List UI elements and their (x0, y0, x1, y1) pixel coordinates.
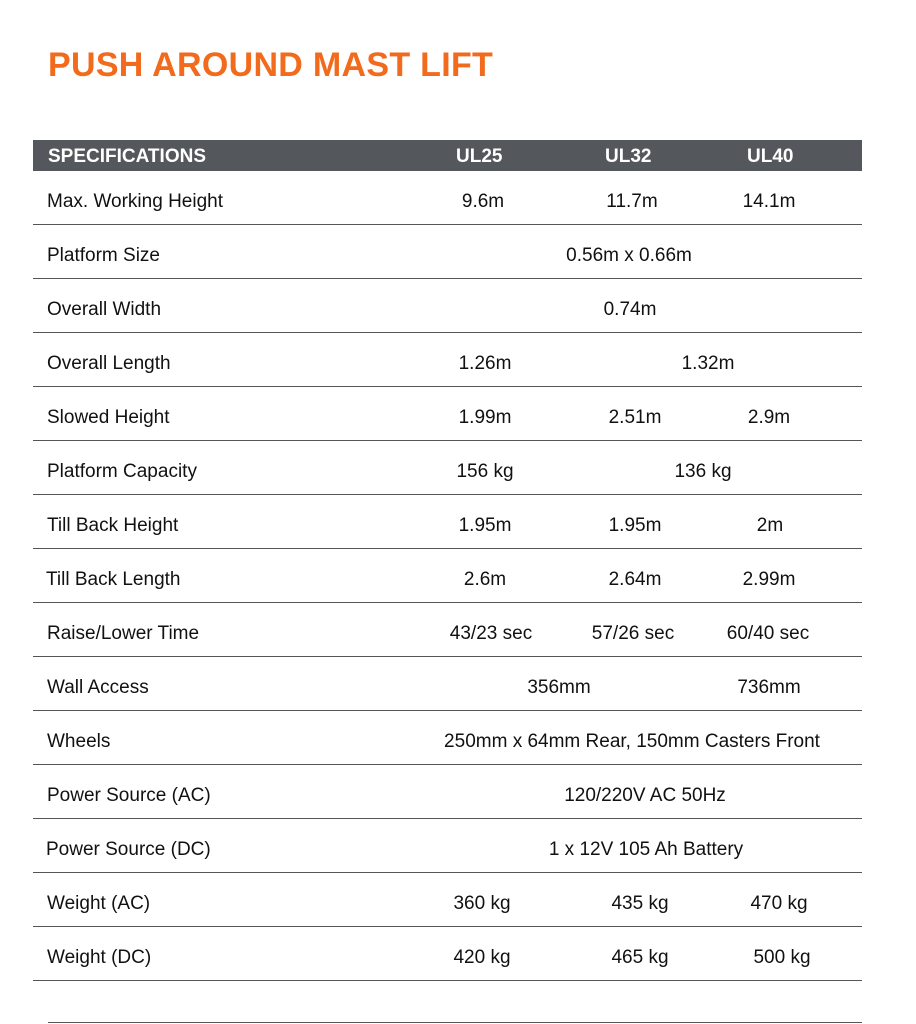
cell-ul25: 9.6m (461, 191, 505, 212)
row-label: Weight (DC) (47, 947, 152, 968)
cell-ul25: 1.26m (458, 353, 512, 374)
row-label: Power Source (AC) (47, 785, 211, 806)
cell-ul25: 2.6m (463, 569, 507, 590)
cell-ul32: 2.64m (608, 569, 662, 590)
cell-ul32: 57/26 sec (591, 623, 675, 644)
specifications-table (33, 140, 862, 981)
row-label: Weight (AC) (47, 893, 151, 914)
cell-ul25: 156 kg (456, 461, 514, 482)
table-row (33, 711, 862, 765)
cell-all: 0.56m x 0.66m (566, 245, 692, 266)
row-label: Till Back Height (47, 515, 179, 536)
table-row (33, 171, 862, 225)
cell-all: 1 x 12V 105 Ah Battery (548, 839, 744, 860)
header-specifications: SPECIFICATIONS (48, 146, 206, 167)
table-row (33, 819, 862, 873)
cell-ul32: 2.51m (608, 407, 662, 428)
row-label: Wheels (47, 731, 111, 752)
row-label: Wall Access (47, 677, 149, 698)
cell-ul40: 2.99m (742, 569, 796, 590)
header-ul32: UL32 (605, 146, 652, 167)
cell-ul25: 1.95m (458, 515, 512, 536)
table-row (33, 657, 862, 711)
cell-ul40: 60/40 sec (726, 623, 810, 644)
cell-ul32: 11.7m (606, 191, 658, 212)
cell-ul25: 43/23 sec (449, 623, 533, 644)
bottom-divider (48, 1022, 862, 1023)
cell-ul32: 435 kg (611, 893, 669, 914)
table-row (33, 603, 862, 657)
row-label: Overall Width (47, 299, 162, 320)
cell-ul25-ul32: 356mm (527, 677, 591, 698)
cell-ul25: 420 kg (453, 947, 511, 968)
row-label: Raise/Lower Time (47, 623, 200, 644)
table-row (33, 333, 862, 387)
cell-ul40: 2m (756, 515, 784, 536)
cell-ul32: 465 kg (611, 947, 669, 968)
page-title: PUSH AROUND MAST LIFT (48, 46, 494, 84)
cell-ul32: 1.95m (608, 515, 662, 536)
cell-ul40: 500 kg (753, 947, 811, 968)
row-label: Max. Working Height (47, 191, 223, 212)
table-row (33, 873, 862, 927)
header-ul40: UL40 (747, 146, 794, 167)
row-label: Overall Length (47, 353, 171, 374)
cell-ul40: 736mm (737, 677, 801, 698)
cell-all: 0.74m (603, 299, 657, 320)
cell-ul32-ul40: 1.32m (681, 353, 735, 374)
cell-all: 250mm x 64mm Rear, 150mm Casters Front (444, 731, 820, 752)
table-row (33, 927, 862, 981)
row-label: Slowed Height (47, 407, 170, 428)
cell-ul25: 1.99m (458, 407, 512, 428)
row-label: Till Back Length (46, 569, 181, 590)
cell-ul25: 360 kg (453, 893, 511, 914)
table-row (33, 279, 862, 333)
cell-ul32-ul40: 136 kg (674, 461, 732, 482)
row-label: Platform Size (47, 245, 160, 266)
cell-all: 120/220V AC 50Hz (564, 785, 726, 806)
table-header (33, 140, 862, 171)
row-label: Power Source (DC) (46, 839, 211, 860)
row-label: Platform Capacity (47, 461, 197, 482)
table-row (33, 765, 862, 819)
table-row (33, 549, 862, 603)
table-row (33, 225, 862, 279)
cell-ul40: 470 kg (750, 893, 808, 914)
cell-ul40: 14.1m (742, 191, 796, 212)
header-ul25: UL25 (456, 146, 503, 167)
table-row (33, 387, 862, 441)
table-row (33, 441, 862, 495)
table-row (33, 495, 862, 549)
cell-ul40: 2.9m (747, 407, 791, 428)
